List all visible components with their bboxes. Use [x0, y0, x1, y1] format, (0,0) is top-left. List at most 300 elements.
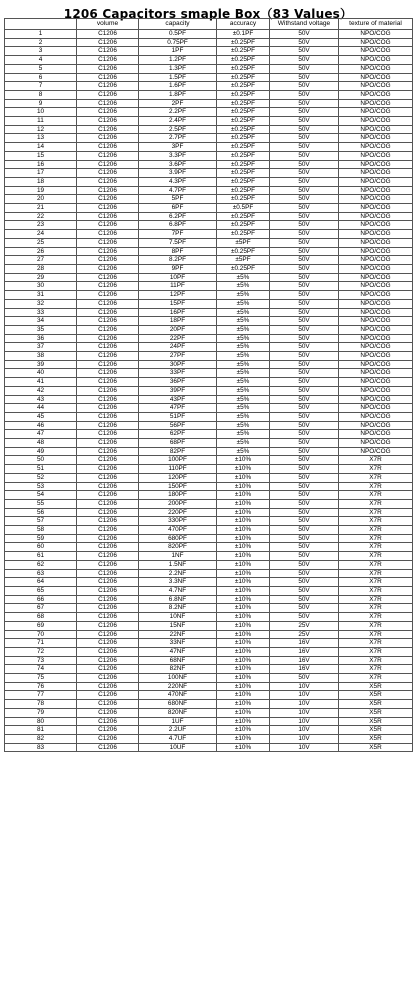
cell-voltage: 50V [270, 160, 339, 169]
cell-material: NPO/COG [339, 82, 413, 91]
cell-capacity: 36PF [139, 378, 217, 387]
cell-index: 13 [5, 134, 77, 143]
table-row [5, 134, 413, 143]
table-row [5, 674, 413, 683]
cell-voltage: 50V [270, 273, 339, 282]
cell-index: 21 [5, 204, 77, 213]
cell-accuracy: ±5% [217, 439, 270, 448]
cell-material: X5R [339, 700, 413, 709]
cell-material: NPO/COG [339, 273, 413, 282]
table-row [5, 108, 413, 117]
cell-material: NPO/COG [339, 47, 413, 56]
table-row [5, 343, 413, 352]
table-row [5, 412, 413, 421]
cell-capacity: 3PF [139, 143, 217, 152]
cell-voltage: 50V [270, 465, 339, 474]
cell-voltage: 50V [270, 30, 339, 39]
cell-index: 79 [5, 708, 77, 717]
cell-index: 56 [5, 508, 77, 517]
cell-volume: C1206 [77, 569, 139, 578]
cell-accuracy: ±10% [217, 604, 270, 613]
header-volume: volume [77, 19, 139, 30]
table-row [5, 334, 413, 343]
cell-volume: C1206 [77, 604, 139, 613]
cell-voltage: 50V [270, 674, 339, 683]
cell-voltage: 50V [270, 404, 339, 413]
cell-capacity: 68PF [139, 439, 217, 448]
cell-capacity: 180PF [139, 491, 217, 500]
cell-capacity: 6.8PF [139, 221, 217, 230]
cell-material: NPO/COG [339, 56, 413, 65]
cell-voltage: 50V [270, 560, 339, 569]
cell-capacity: 8.2PF [139, 256, 217, 265]
cell-capacity: 15NF [139, 621, 217, 630]
cell-accuracy: ±10% [217, 734, 270, 743]
cell-material: NPO/COG [339, 204, 413, 213]
table-row [5, 378, 413, 387]
cell-index: 3 [5, 47, 77, 56]
cell-capacity: 330PF [139, 517, 217, 526]
cell-accuracy: ±5% [217, 291, 270, 300]
table-row [5, 717, 413, 726]
cell-volume: C1206 [77, 73, 139, 82]
cell-index: 38 [5, 352, 77, 361]
cell-material: X7R [339, 621, 413, 630]
cell-volume: C1206 [77, 291, 139, 300]
cell-index: 82 [5, 734, 77, 743]
cell-volume: C1206 [77, 717, 139, 726]
table-row [5, 613, 413, 622]
cell-volume: C1206 [77, 64, 139, 73]
cell-accuracy: ±10% [217, 647, 270, 656]
cell-voltage: 50V [270, 552, 339, 561]
cell-accuracy: ±0.25PF [217, 73, 270, 82]
cell-index: 16 [5, 160, 77, 169]
table-row [5, 439, 413, 448]
cell-material: NPO/COG [339, 64, 413, 73]
cell-capacity: 0.75PF [139, 38, 217, 47]
table-row [5, 734, 413, 743]
cell-capacity: 39PF [139, 386, 217, 395]
cell-capacity: 150PF [139, 482, 217, 491]
cell-volume: C1206 [77, 517, 139, 526]
table-row [5, 247, 413, 256]
cell-index: 45 [5, 412, 77, 421]
cell-index: 66 [5, 595, 77, 604]
cell-material: X7R [339, 656, 413, 665]
cell-volume: C1206 [77, 491, 139, 500]
cell-index: 36 [5, 334, 77, 343]
table-row [5, 317, 413, 326]
cell-material: X7R [339, 508, 413, 517]
cell-accuracy: ±5% [217, 386, 270, 395]
table-row [5, 473, 413, 482]
table-row [5, 700, 413, 709]
cell-index: 35 [5, 325, 77, 334]
cell-capacity: 4.7UF [139, 734, 217, 743]
cell-capacity: 8.2NF [139, 604, 217, 613]
cell-index: 63 [5, 569, 77, 578]
cell-capacity: 33NF [139, 639, 217, 648]
table-row [5, 421, 413, 430]
cell-index: 7 [5, 82, 77, 91]
cell-volume: C1206 [77, 552, 139, 561]
table-row [5, 221, 413, 230]
cell-voltage: 16V [270, 647, 339, 656]
cell-volume: C1206 [77, 369, 139, 378]
cell-accuracy: ±10% [217, 682, 270, 691]
cell-index: 24 [5, 230, 77, 239]
cell-index: 34 [5, 317, 77, 326]
cell-volume: C1206 [77, 674, 139, 683]
cell-index: 11 [5, 117, 77, 126]
table-row [5, 360, 413, 369]
cell-volume: C1206 [77, 282, 139, 291]
cell-volume: C1206 [77, 177, 139, 186]
cell-accuracy: ±0.25PF [217, 247, 270, 256]
cell-material: NPO/COG [339, 299, 413, 308]
cell-capacity: 220NF [139, 682, 217, 691]
table-row [5, 578, 413, 587]
table-row [5, 621, 413, 630]
cell-index: 67 [5, 604, 77, 613]
cell-material: X7R [339, 613, 413, 622]
cell-capacity: 0.5PF [139, 30, 217, 39]
cell-accuracy: ±0.25PF [217, 195, 270, 204]
cell-voltage: 50V [270, 90, 339, 99]
cell-volume: C1206 [77, 56, 139, 65]
table-row [5, 708, 413, 717]
cell-voltage: 50V [270, 247, 339, 256]
cell-index: 14 [5, 143, 77, 152]
cell-voltage: 50V [270, 177, 339, 186]
table-row [5, 691, 413, 700]
cell-material: X7R [339, 526, 413, 535]
cell-volume: C1206 [77, 195, 139, 204]
cell-accuracy: ±5% [217, 412, 270, 421]
cell-index: 75 [5, 674, 77, 683]
cell-voltage: 50V [270, 578, 339, 587]
cell-volume: C1206 [77, 639, 139, 648]
cell-index: 57 [5, 517, 77, 526]
table-row [5, 639, 413, 648]
cell-accuracy: ±0.25PF [217, 230, 270, 239]
cell-volume: C1206 [77, 299, 139, 308]
cell-capacity: 51PF [139, 412, 217, 421]
cell-index: 20 [5, 195, 77, 204]
cell-material: NPO/COG [339, 177, 413, 186]
cell-volume: C1206 [77, 378, 139, 387]
cell-voltage: 10V [270, 734, 339, 743]
cell-index: 70 [5, 630, 77, 639]
cell-voltage: 50V [270, 569, 339, 578]
cell-material: NPO/COG [339, 412, 413, 421]
cell-capacity: 2.5PF [139, 125, 217, 134]
cell-capacity: 2.2PF [139, 108, 217, 117]
cell-accuracy: ±10% [217, 665, 270, 674]
cell-voltage: 50V [270, 386, 339, 395]
cell-capacity: 820NF [139, 708, 217, 717]
table-row [5, 151, 413, 160]
table-row [5, 177, 413, 186]
cell-voltage: 10V [270, 708, 339, 717]
table-row [5, 482, 413, 491]
cell-accuracy: ±10% [217, 499, 270, 508]
cell-volume: C1206 [77, 264, 139, 273]
cell-voltage: 50V [270, 134, 339, 143]
cell-accuracy: ±5% [217, 317, 270, 326]
cell-index: 1 [5, 30, 77, 39]
cell-index: 62 [5, 560, 77, 569]
cell-accuracy: ±10% [217, 569, 270, 578]
cell-material: NPO/COG [339, 256, 413, 265]
cell-volume: C1206 [77, 465, 139, 474]
header-texture-of-material: texture of material [339, 19, 413, 30]
cell-capacity: 68NF [139, 656, 217, 665]
table-row [5, 543, 413, 552]
cell-volume: C1206 [77, 38, 139, 47]
cell-capacity: 1.6PF [139, 82, 217, 91]
cell-voltage: 50V [270, 143, 339, 152]
cell-capacity: 4.7PF [139, 186, 217, 195]
cell-index: 58 [5, 526, 77, 535]
cell-accuracy: ±10% [217, 621, 270, 630]
cell-material: X7R [339, 604, 413, 613]
cell-capacity: 220PF [139, 508, 217, 517]
cell-voltage: 10V [270, 682, 339, 691]
cell-accuracy: ±0.25PF [217, 177, 270, 186]
table-row [5, 682, 413, 691]
cell-material: X7R [339, 665, 413, 674]
table-row [5, 273, 413, 282]
cell-voltage: 50V [270, 291, 339, 300]
cell-index: 60 [5, 543, 77, 552]
cell-voltage: 25V [270, 630, 339, 639]
cell-accuracy: ±0.25PF [217, 264, 270, 273]
cell-volume: C1206 [77, 90, 139, 99]
cell-accuracy: ±5% [217, 282, 270, 291]
table-row [5, 325, 413, 334]
cell-accuracy: ±10% [217, 543, 270, 552]
cell-voltage: 50V [270, 299, 339, 308]
cell-volume: C1206 [77, 117, 139, 126]
cell-material: X7R [339, 499, 413, 508]
table-row [5, 569, 413, 578]
cell-voltage: 50V [270, 73, 339, 82]
cell-material: X5R [339, 726, 413, 735]
table-row [5, 743, 413, 752]
cell-voltage: 50V [270, 38, 339, 47]
cell-index: 69 [5, 621, 77, 630]
cell-material: X7R [339, 473, 413, 482]
cell-accuracy: ±10% [217, 595, 270, 604]
cell-voltage: 50V [270, 56, 339, 65]
cell-accuracy: ±0.25PF [217, 151, 270, 160]
table-row [5, 465, 413, 474]
cell-volume: C1206 [77, 647, 139, 656]
cell-index: 32 [5, 299, 77, 308]
cell-accuracy: ±5PF [217, 256, 270, 265]
table-row [5, 560, 413, 569]
cell-material: X7R [339, 491, 413, 500]
cell-voltage: 50V [270, 125, 339, 134]
cell-accuracy: ±10% [217, 717, 270, 726]
cell-index: 23 [5, 221, 77, 230]
cell-material: X7R [339, 517, 413, 526]
cell-index: 18 [5, 177, 77, 186]
table-header-row [5, 19, 413, 30]
cell-material: X5R [339, 717, 413, 726]
cell-accuracy: ±5% [217, 360, 270, 369]
table-row [5, 508, 413, 517]
table-row [5, 143, 413, 152]
cell-volume: C1206 [77, 621, 139, 630]
cell-accuracy: ±10% [217, 552, 270, 561]
cell-volume: C1206 [77, 726, 139, 735]
cell-material: NPO/COG [339, 212, 413, 221]
cell-accuracy: ±0.25PF [217, 134, 270, 143]
cell-capacity: 110PF [139, 465, 217, 474]
cell-accuracy: ±10% [217, 708, 270, 717]
cell-voltage: 16V [270, 665, 339, 674]
cell-material: X7R [339, 534, 413, 543]
cell-voltage: 50V [270, 543, 339, 552]
table-row [5, 404, 413, 413]
cell-accuracy: ±0.25PF [217, 169, 270, 178]
cell-voltage: 50V [270, 169, 339, 178]
cell-index: 74 [5, 665, 77, 674]
cell-volume: C1206 [77, 204, 139, 213]
cell-material: NPO/COG [339, 134, 413, 143]
cell-index: 41 [5, 378, 77, 387]
cell-volume: C1206 [77, 160, 139, 169]
cell-index: 73 [5, 656, 77, 665]
cell-voltage: 50V [270, 317, 339, 326]
cell-volume: C1206 [77, 125, 139, 134]
cell-volume: C1206 [77, 134, 139, 143]
cell-volume: C1206 [77, 421, 139, 430]
table-row [5, 386, 413, 395]
cell-accuracy: ±0.25PF [217, 212, 270, 221]
cell-capacity: 820PF [139, 543, 217, 552]
cell-voltage: 50V [270, 456, 339, 465]
cell-voltage: 50V [270, 508, 339, 517]
cell-voltage: 50V [270, 264, 339, 273]
cell-voltage: 50V [270, 491, 339, 500]
cell-material: NPO/COG [339, 447, 413, 456]
cell-volume: C1206 [77, 595, 139, 604]
page-title: 1206 Capacitors smaple Box（83 Values） [63, 7, 353, 21]
cell-volume: C1206 [77, 143, 139, 152]
cell-accuracy: ±5% [217, 299, 270, 308]
cell-volume: C1206 [77, 734, 139, 743]
cell-accuracy: ±0.25PF [217, 64, 270, 73]
cell-voltage: 50V [270, 343, 339, 352]
cell-capacity: 7.5PF [139, 238, 217, 247]
cell-material: NPO/COG [339, 117, 413, 126]
cell-accuracy: ±10% [217, 639, 270, 648]
cell-capacity: 47PF [139, 404, 217, 413]
cell-index: 50 [5, 456, 77, 465]
cell-capacity: 8PF [139, 247, 217, 256]
table-row [5, 352, 413, 361]
cell-volume: C1206 [77, 221, 139, 230]
cell-index: 47 [5, 430, 77, 439]
cell-index: 39 [5, 360, 77, 369]
cell-accuracy: ±10% [217, 674, 270, 683]
cell-accuracy: ±10% [217, 526, 270, 535]
cell-voltage: 10V [270, 700, 339, 709]
cell-accuracy: ±10% [217, 613, 270, 622]
cell-volume: C1206 [77, 439, 139, 448]
cell-capacity: 62PF [139, 430, 217, 439]
cell-voltage: 50V [270, 108, 339, 117]
cell-material: NPO/COG [339, 352, 413, 361]
cell-accuracy: ±10% [217, 578, 270, 587]
cell-capacity: 1NF [139, 552, 217, 561]
cell-material: X7R [339, 569, 413, 578]
table-row [5, 491, 413, 500]
cell-material: NPO/COG [339, 186, 413, 195]
table-row [5, 395, 413, 404]
cell-material: NPO/COG [339, 221, 413, 230]
cell-capacity: 22NF [139, 630, 217, 639]
table-row [5, 169, 413, 178]
table-row [5, 73, 413, 82]
cell-capacity: 1.2PF [139, 56, 217, 65]
cell-volume: C1206 [77, 534, 139, 543]
cell-material: NPO/COG [339, 38, 413, 47]
cell-material: NPO/COG [339, 125, 413, 134]
cell-capacity: 18PF [139, 317, 217, 326]
capacitor-table [4, 18, 413, 752]
cell-voltage: 10V [270, 726, 339, 735]
cell-material: NPO/COG [339, 230, 413, 239]
cell-material: X7R [339, 587, 413, 596]
table-row [5, 38, 413, 47]
cell-voltage: 50V [270, 352, 339, 361]
cell-volume: C1206 [77, 395, 139, 404]
cell-capacity: 30PF [139, 360, 217, 369]
cell-accuracy: ±5% [217, 378, 270, 387]
cell-material: X7R [339, 647, 413, 656]
cell-volume: C1206 [77, 99, 139, 108]
cell-voltage: 50V [270, 595, 339, 604]
cell-voltage: 50V [270, 230, 339, 239]
cell-voltage: 50V [270, 439, 339, 448]
cell-accuracy: ±5% [217, 273, 270, 282]
table-row [5, 99, 413, 108]
table-row [5, 256, 413, 265]
cell-volume: C1206 [77, 473, 139, 482]
cell-accuracy: ±10% [217, 700, 270, 709]
cell-accuracy: ±10% [217, 560, 270, 569]
cell-capacity: 47NF [139, 647, 217, 656]
cell-volume: C1206 [77, 543, 139, 552]
cell-material: NPO/COG [339, 90, 413, 99]
cell-material: X5R [339, 682, 413, 691]
cell-volume: C1206 [77, 682, 139, 691]
cell-capacity: 24PF [139, 343, 217, 352]
cell-index: 51 [5, 465, 77, 474]
cell-capacity: 1PF [139, 47, 217, 56]
cell-capacity: 1UF [139, 717, 217, 726]
cell-voltage: 50V [270, 604, 339, 613]
table-row [5, 64, 413, 73]
cell-voltage: 50V [270, 482, 339, 491]
cell-material: NPO/COG [339, 439, 413, 448]
cell-index: 27 [5, 256, 77, 265]
